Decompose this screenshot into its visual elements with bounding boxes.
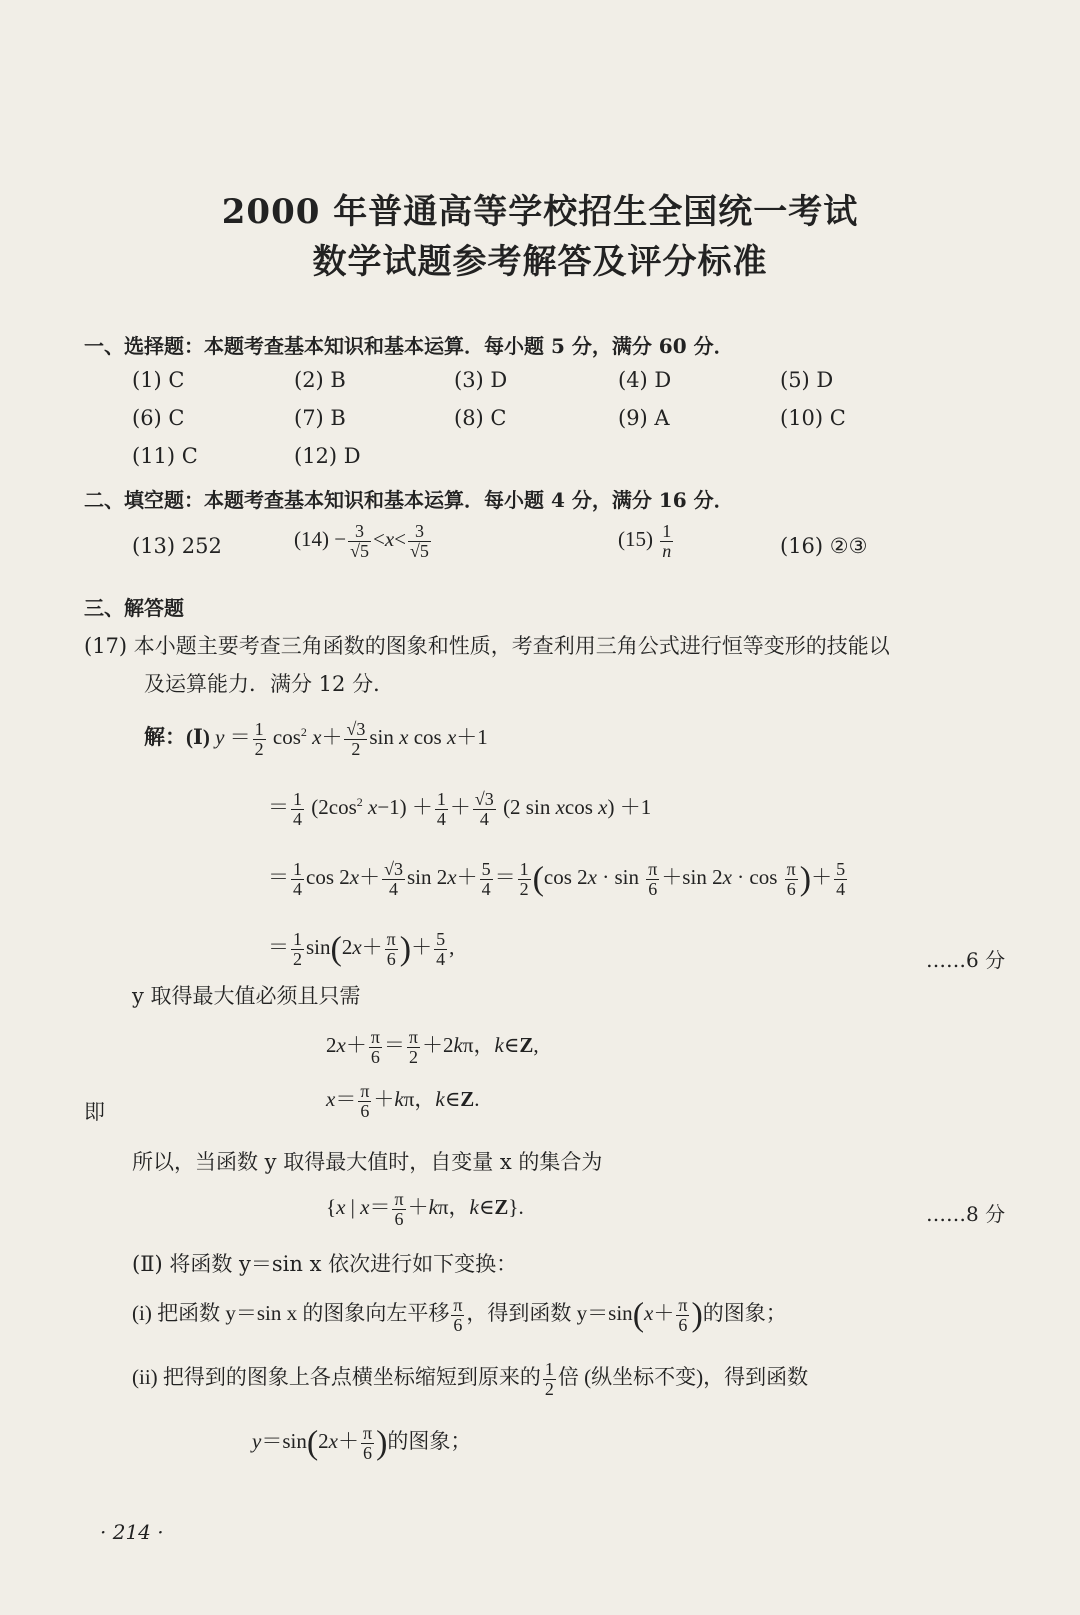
section-3-header: 三、解答题 (84, 596, 184, 620)
answer-15-label: (15) (618, 527, 653, 552)
answer-10: (10) C (780, 406, 846, 430)
answer-14: (14) − $\frac{3}{√5}$ <x< $\frac{3}{√5}$ (294, 521, 429, 561)
answer-4: (4) D (618, 368, 672, 392)
answer-8: (8) C (454, 406, 507, 430)
answer-14-label: (14) (294, 527, 329, 552)
answer-11: (11) C (132, 444, 198, 468)
answer-1: (1) C (132, 368, 185, 392)
step-1: (i) 把函数 y＝sin x 的图象向左平移 $\frac{\pi}{6}$ ，得到函数 y＝sin(x＋ $\frac{\pi}{6}$ )的图象； (132, 1295, 787, 1335)
ymax-condition: y 取得最大值必须且只需 (132, 984, 361, 1008)
answer-2: (2) B (294, 368, 346, 392)
solution-line-3: ＝ $\frac{1}{4}$ cos 2x＋ $\frac{√3}{4}$ sin 2x＋ $\frac{5}{4}$ ＝ $\frac{1}{2}$ (cos 2x · sin $\frac{\pi}{6}$ ＋sin 2x · cos $\frac{\pi}{6}$ )＋ $\frac{5}{4}$ (268, 859, 846, 899)
step-2: (ii) 把得到的图象上各点横坐标缩短到原来的 $\frac{1}{2}$ 倍 (纵坐标不变)，得到函数 (132, 1359, 809, 1399)
equation-condition: 2x＋ $\frac{\pi}{6}$ ＝ $\frac{\pi}{2}$ ＋2kπ，k∈Z, (326, 1027, 539, 1067)
solution-label: 解：(Ⅰ) (144, 725, 210, 750)
answer-6: (6) C (132, 406, 185, 430)
step-1-end: 的图象； (702, 1301, 787, 1326)
step-2-label: (ii) 把得到的图象上各点横坐标缩短到原来的 (132, 1365, 541, 1390)
answer-9: (9) A (618, 406, 670, 430)
step-2-result-end: 的图象； (387, 1429, 472, 1454)
answer-7: (7) B (294, 406, 346, 430)
ji-label: 即 (84, 1100, 105, 1124)
solution-line-4: ＝ $\frac{1}{2}$ sin(2x＋ $\frac{\pi}{6}$ )＋ $\frac{5}{4}$ , (268, 929, 455, 969)
part-2-intro: (Ⅱ) 将函数 y＝sin x 依次进行如下变换： (132, 1252, 518, 1276)
equation-x: x＝ $\frac{\pi}{6}$ ＋kπ，k∈Z. (326, 1081, 480, 1121)
title-line-1: 2000 年普通高等学校招生全国统一考试 (221, 192, 859, 232)
q17-intro-line-1: (17) 本小题主要考查三角函数的图象和性质，考查利用三角公式进行恒等变形的技能以 (84, 634, 890, 658)
step-2-result: y＝sin(2x＋ $\frac{\pi}{6}$ )的图象； (252, 1423, 472, 1463)
answer-13: (13) 252 (132, 534, 222, 558)
answer-16: (16) ②③ (780, 534, 868, 558)
page-number: · 214 · (100, 1520, 164, 1544)
answer-15: (15) $\frac{1}{n}$ (618, 521, 672, 561)
step-1-mid: ，得到函数 y＝sin (466, 1301, 633, 1326)
section-2-header: 二、填空题：本题考查基本知识和基本运算．每小题 4 分，满分 16 分． (84, 488, 734, 512)
answer-12: (12) D (294, 444, 361, 468)
answer-5: (5) D (780, 368, 834, 392)
score-6: ……6 分 (926, 948, 1006, 972)
answer-3: (3) D (454, 368, 508, 392)
set-intro: 所以，当函数 y 取得最大值时，自变量 x 的集合为 (132, 1150, 603, 1174)
solution-line-2: ＝ $\frac{1}{4}$ ($2\cos^2$ x−1) ＋ $\frac{1}{4}$ ＋ $\frac{√3}{4}$ (2 sin xcos x) ＋1 (268, 789, 652, 829)
score-8: ……8 分 (926, 1202, 1006, 1226)
title-line-2: 数学试题参考解答及评分标准 (312, 242, 768, 282)
section-1-header: 一、选择题：本题考查基本知识和基本运算．每小题 5 分，满分 60 分． (84, 334, 734, 358)
solution-line-1: 解：(Ⅰ) y ＝ $\frac{1}{2}$ $\cos^2 x+$ $\frac{√3}{2}$ sin x cos x＋1 (144, 719, 488, 759)
solution-set: {x | x＝ $\frac{\pi}{6}$ ＋kπ，k∈Z}. (326, 1189, 524, 1229)
step-1-label: (i) 把函数 y＝sin x 的图象向左平移 (132, 1301, 450, 1326)
step-2-end: 倍 (纵坐标不变)，得到函数 (557, 1365, 809, 1390)
q17-intro-line-2: 及运算能力．满分 12 分． (144, 672, 395, 696)
